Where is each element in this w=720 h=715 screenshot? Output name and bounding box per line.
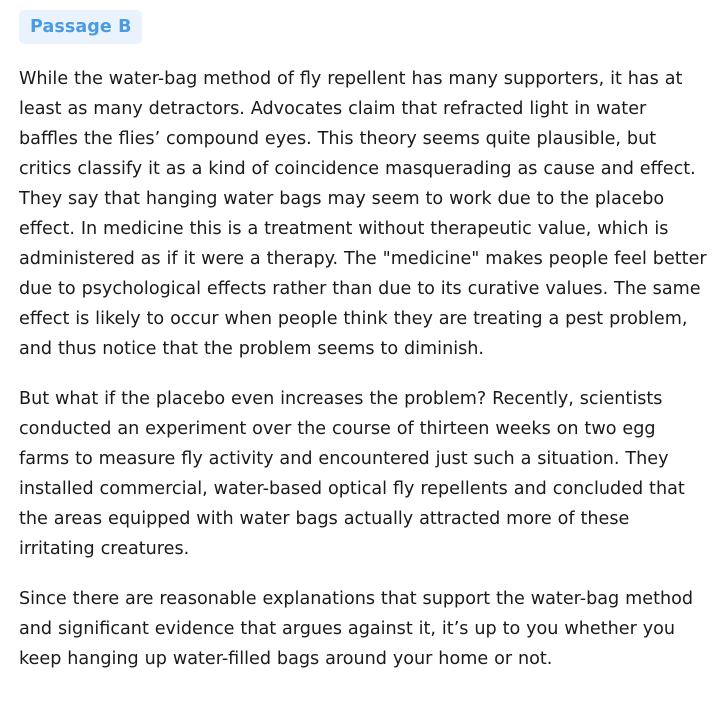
passage-label-badge: Passage B xyxy=(19,10,142,44)
passage-body xyxy=(19,64,709,674)
passage-paragraph-1: While the water-bag method of fly repellent has many supporters, it has at least as many detractors. Advocates claim that refracted light in water baffles the flies’ compound eyes. This theory seems quite plausible, but critics classify it as a kind of coincidence masquerading as cause and effect. They say that hanging water bags may seem to work due to the placebo effect. In medicine this is a treatment without therapeutic value, which is administered as if it were a therapy. The "medicine" makes people feel better due to psychological effects rather than due to its curative values. The same effect is likely to occur when people think they are treating a pest problem, and thus notice that the problem seems to diminish. xyxy=(19,69,707,359)
passage-paragraph-3: Since there are reasonable explanations that support the water-bag method and significant evidence that argues against it, it’s up to you whether you keep hanging up water-filled bags around your home or not. xyxy=(19,589,694,669)
passage-paragraph-2: But what if the placebo even increases the problem? Recently, scientists conducted an experiment over the course of thirteen weeks on two egg farms to measure fly activity and encountered just such a situation. They installed commercial, water-based optical fly repellents and concluded that the areas equipped with water bags actually attracted more of these irritating creatures. xyxy=(19,389,685,559)
